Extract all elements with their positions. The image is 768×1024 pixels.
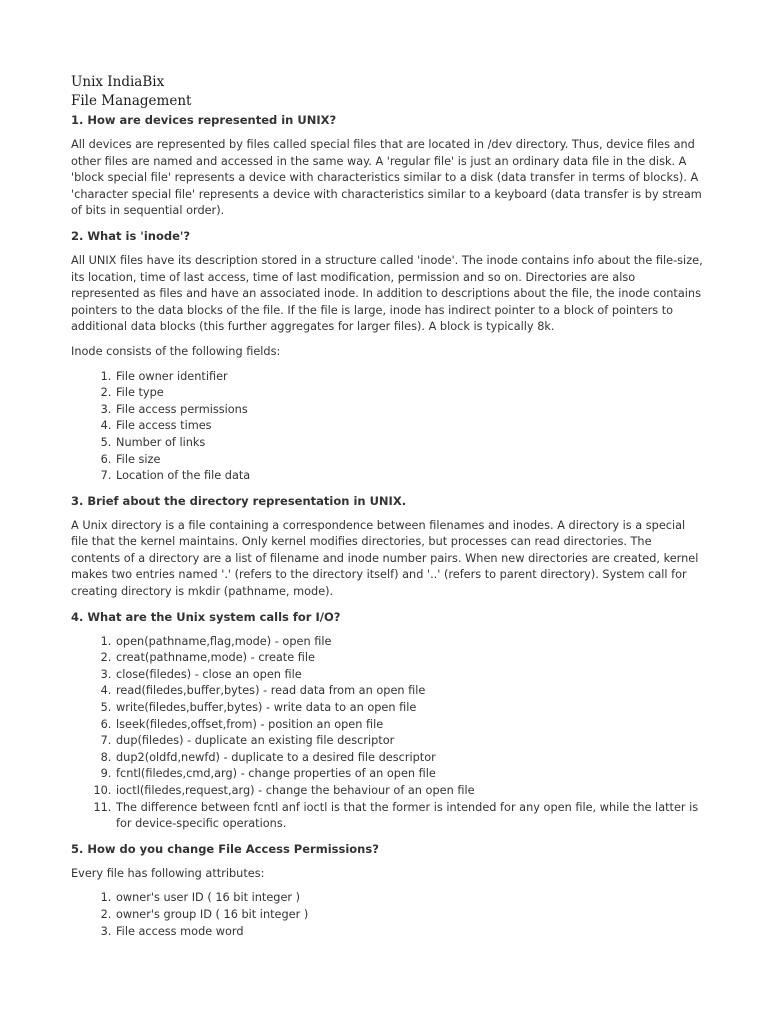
list-item: 1. File owner identifier xyxy=(115,369,703,386)
list-item: 5. Number of links xyxy=(115,435,703,452)
system-calls-list xyxy=(71,634,703,833)
question-heading: 2. What is 'inode'? xyxy=(71,228,191,243)
answer-paragraph: Inode consists of the following fields: xyxy=(71,344,281,358)
question-heading: 4. What are the Unix system calls for I/O? xyxy=(71,609,341,624)
question-heading: 1. How are devices represented in UNIX? xyxy=(71,113,337,127)
list-item: 3. close(filedes) - close an open file xyxy=(115,667,703,684)
answer-paragraph: A Unix directory is a file containing a correspondence between filenames and inodes. A directory is a special file that the kernel maintains. Only kernel modifies directories, but processes can read directories. The contents of a directory are a list of filename and inode number pairs. When new directories are created, kernel makes two entries named '.' (refers to the directory itself) and '..' (refers to parent directory). System call for creating directory is mkdir (pathname, mode). xyxy=(71,518,699,599)
list-item: 9. fcntl(filedes,cmd,arg) - change properties of an open file xyxy=(115,766,703,783)
document-page xyxy=(71,73,703,940)
list-item: 1. owner's user ID ( 16 bit integer ) xyxy=(115,890,703,907)
document-title: Unix IndiaBix xyxy=(71,74,165,90)
list-item: 6. lseek(filedes,offset,from) - position an open file xyxy=(115,717,703,734)
list-item: 4. read(filedes,buffer,bytes) - read data from an open file xyxy=(115,683,703,700)
answer-paragraph: Every file has following attributes: xyxy=(71,866,265,880)
file-attributes-list xyxy=(71,890,703,940)
list-item: 10. ioctl(filedes,request,arg) - change the behaviour of an open file xyxy=(115,783,703,800)
list-item: 4. File access times xyxy=(115,418,703,435)
question-heading: 5. How do you change File Access Permissions? xyxy=(71,841,379,856)
answer-paragraph: All UNIX files have its description stored in a structure called 'inode'. The inode contains info about the file-size, its location, time of last access, time of last modification, permission and so on. Directories are also represented as files and have an associated inode. In addition to descriptions about the file, the inode contains pointers to the data blocks of the file. If the file is large, inode has indirect pointer to a block of pointers to additional data blocks (this further aggregates for larger files). A block is typically 8k. xyxy=(71,253,703,334)
document-subtitle: File Management xyxy=(71,93,192,109)
list-item: 2. creat(pathname,mode) - create file xyxy=(115,650,703,667)
list-item: 7. Location of the file data xyxy=(115,468,703,485)
list-item: 8. dup2(oldfd,newfd) - duplicate to a desired file descriptor xyxy=(115,750,703,767)
question-heading: 3. Brief about the directory representation in UNIX. xyxy=(71,493,407,508)
list-item: 3. File access permissions xyxy=(115,402,703,419)
list-item: 2. owner's group ID ( 16 bit integer ) xyxy=(115,907,703,924)
list-item: 7. dup(filedes) - duplicate an existing file descriptor xyxy=(115,733,703,750)
list-item: 6. File size xyxy=(115,452,703,469)
list-item: 5. write(filedes,buffer,bytes) - write data to an open file xyxy=(115,700,703,717)
list-item: 1. open(pathname,flag,mode) - open file xyxy=(115,634,703,651)
inode-fields-list xyxy=(71,369,703,485)
answer-paragraph: All devices are represented by files called special files that are located in /dev directory. Thus, device files and other files are named and accessed in the same way. A 'regular file' is just an ordinary data file in the disk. A 'block special file' represents a device with characteristics similar to a disk (data transfer in terms of blocks). A 'character special file' represents a device with characteristics similar to a keyboard (data transfer is by stream of bits in sequential order). xyxy=(71,138,702,218)
list-item: 3. File access mode word xyxy=(115,924,703,941)
list-item: 2. File type xyxy=(115,385,703,402)
list-item: 11. The difference between fcntl anf ioctl is that the former is intended for any open file, while the latter is for device-specific operations. xyxy=(115,800,703,833)
